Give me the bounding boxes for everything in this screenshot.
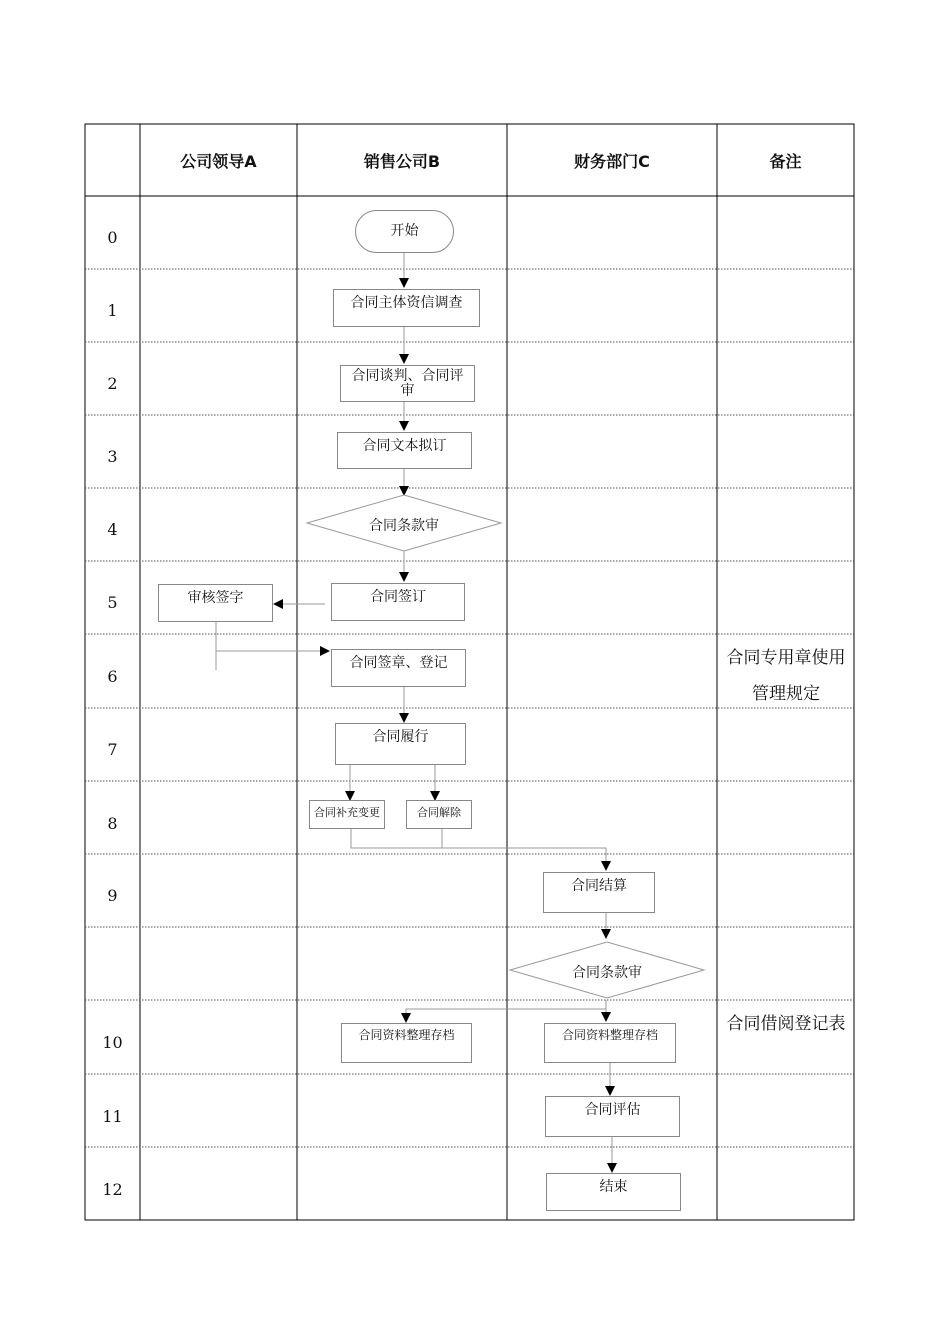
node-archive-b: 合同资料整理存档 (341, 1023, 472, 1063)
arrow-to-settlement (442, 848, 606, 870)
node-drafting: 合同文本拟订 (337, 432, 472, 469)
node-negotiation-review: 合同谈判、合同评审 (340, 365, 475, 402)
line-change-merge (351, 829, 442, 848)
header-notes: 备注 (769, 151, 802, 171)
row-label: 6 (107, 667, 118, 686)
header-corner (85, 124, 140, 196)
node-performance: 合同履行 (335, 723, 466, 765)
row-label: 3 (107, 447, 118, 466)
row-label: 9 (107, 886, 118, 905)
row-label: 7 (107, 740, 118, 759)
node-signing: 合同签订 (331, 583, 465, 621)
row-label: 12 (102, 1180, 123, 1199)
node-seal-register: 合同签章、登记 (331, 649, 466, 687)
node-approve-sign: 审核签字 (158, 584, 273, 622)
node-termination: 合同解除 (406, 800, 472, 829)
header-sales-b: 销售公司B (363, 151, 441, 171)
row-label: 4 (107, 520, 118, 539)
header-leader-a: 公司领导A (180, 151, 257, 171)
row-label: 2 (107, 374, 118, 393)
node-terms-review-c-label: 合同条款审 (572, 965, 642, 981)
row-label: 5 (107, 593, 118, 612)
node-archive-c: 合同资料整理存档 (544, 1023, 676, 1063)
node-end: 结束 (546, 1173, 681, 1211)
row-label: 10 (102, 1033, 123, 1052)
node-settlement: 合同结算 (543, 872, 655, 913)
row-label: 11 (102, 1107, 123, 1126)
node-subject-credit-check: 合同主体资信调查 (333, 289, 480, 327)
row-label: 0 (107, 228, 118, 247)
row-label: 8 (107, 814, 118, 833)
note-borrow-register: 合同借阅登记表 (726, 1014, 846, 1034)
note-seal-rules: 合同专用章使用管理规定 (726, 648, 846, 704)
node-terms-review-b-label: 合同条款审 (369, 518, 439, 534)
node-evaluation: 合同评估 (545, 1096, 680, 1137)
arrow-review-to-archive-b (406, 1009, 606, 1022)
header-finance-c: 财务部门C (574, 151, 650, 171)
node-supplement-change: 合同补充变更 (309, 800, 385, 829)
node-start: 开始 (355, 210, 454, 253)
row-label: 1 (107, 301, 118, 320)
